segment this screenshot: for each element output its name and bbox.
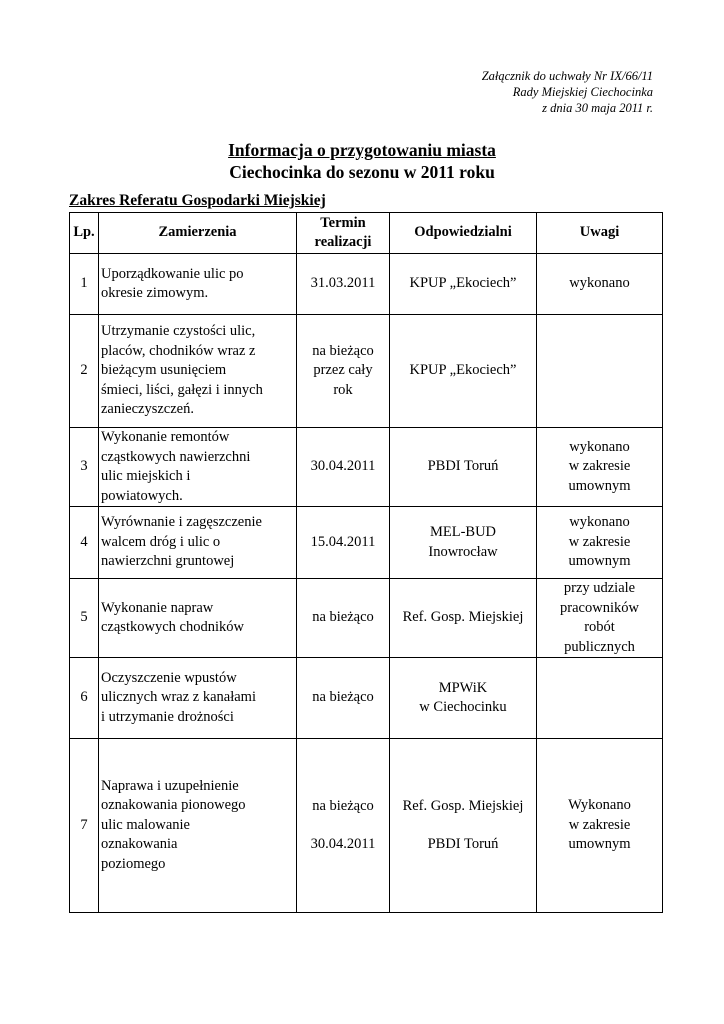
- cell-line: Oczyszczenie wpustów: [101, 669, 237, 686]
- header-uwagi: Uwagi: [537, 213, 663, 254]
- cell-line: MEL-BUD: [429, 524, 497, 540]
- cell-line: [392, 816, 534, 835]
- cell-line: w zakresie: [568, 458, 631, 475]
- cell-odpowiedzialni: [390, 428, 537, 507]
- cell-zamierzenia: [99, 254, 297, 315]
- cell-line: wykonano: [569, 275, 630, 292]
- cell-line: 6: [80, 689, 88, 706]
- cell-line: zanieczyszczeń.: [101, 401, 194, 418]
- table-row: [70, 579, 663, 658]
- cell-uwagi: [537, 579, 663, 658]
- header-lp: Lp.: [70, 213, 99, 254]
- cell-line: przy udziale: [563, 580, 636, 596]
- cell-line: walcem dróg i ulic o: [101, 533, 221, 550]
- cell-termin: [297, 739, 390, 913]
- cell-odpowiedzialni: [390, 507, 537, 579]
- cell-lp: [70, 254, 99, 315]
- cell-line: Ref. Gosp. Miejskiej: [402, 797, 524, 814]
- cell-line: nawierzchni gruntowej: [101, 553, 235, 570]
- cell-line: 5: [80, 609, 88, 626]
- annex-line-3: z dnia 30 maja 2011 r.: [542, 101, 653, 115]
- cell-odpowiedzialni: [390, 658, 537, 739]
- cell-line: i utrzymanie drożności: [101, 708, 234, 725]
- cell-line: placów, chodników wraz z: [101, 342, 256, 359]
- table-row: [70, 428, 663, 507]
- cell-line: cząstkowych nawierzchni: [101, 448, 251, 465]
- header-termin: [297, 213, 390, 254]
- cell-lp: [70, 428, 99, 507]
- cell-lp: [70, 739, 99, 913]
- cell-line: 31.03.2011: [310, 275, 376, 292]
- cell-line: MPWiK: [438, 679, 488, 696]
- cell-line: ulic malowanie: [101, 816, 190, 833]
- table-row: [70, 315, 663, 428]
- cell-line: okresie zimowym.: [101, 285, 209, 301]
- table-row: [70, 507, 663, 579]
- cell-line: KPUP „Ekociech”: [409, 275, 517, 292]
- cell-line: śmieci, liści, gałęzi i innych: [101, 381, 263, 398]
- cell-line: na bieżąco: [312, 797, 374, 814]
- table-row: [70, 739, 663, 913]
- cell-lp: [70, 579, 99, 658]
- cell-uwagi: [537, 739, 663, 913]
- cell-line: Ref. Gosp. Miejskiej: [402, 609, 524, 626]
- cell-zamierzenia: [99, 739, 297, 913]
- cell-uwagi: [537, 428, 663, 507]
- cell-line: Wyrównanie i zagęszczenie: [101, 514, 262, 531]
- table-row: [70, 254, 663, 315]
- header-odpowiedzialni: Odpowiedzialni: [390, 213, 537, 254]
- cell-line: poziomego: [101, 855, 166, 872]
- cell-line: ulic miejskich i: [101, 468, 191, 484]
- cell-line: Naprawa i uzupełnienie: [101, 777, 239, 794]
- cell-line: PBDI Toruń: [427, 458, 499, 475]
- cell-termin: [297, 579, 390, 658]
- cell-line: wykonano: [569, 438, 630, 455]
- cell-line: cząstkowych chodników: [101, 619, 244, 635]
- cell-line: umownym: [568, 836, 631, 853]
- cell-line: w zakresie: [568, 816, 631, 833]
- cell-line: 4: [80, 533, 88, 550]
- cell-line: 1: [80, 275, 88, 292]
- annex-line-1: Załącznik do uchwały Nr IX/66/11: [481, 69, 653, 83]
- cell-line: umownym: [568, 553, 631, 570]
- cell-line: na bieżąco: [312, 689, 374, 706]
- table-header-row: [70, 213, 663, 254]
- cell-line: w Ciechocinku: [419, 699, 507, 715]
- cell-lp: [70, 315, 99, 428]
- cell-termin: [297, 254, 390, 315]
- cell-line: publicznych: [564, 638, 635, 655]
- cell-line: [299, 816, 387, 835]
- cell-zamierzenia: [99, 658, 297, 739]
- cell-line: Wykonanie napraw: [101, 599, 214, 616]
- cell-line: przez cały: [313, 362, 373, 379]
- cell-line: Wykonano: [568, 797, 631, 814]
- cell-line: powiatowych.: [101, 487, 183, 504]
- cell-line: bieżącym usunięciem: [101, 362, 227, 379]
- cell-zamierzenia: [99, 315, 297, 428]
- table-row: [70, 658, 663, 739]
- cell-line: KPUP „Ekociech”: [409, 362, 517, 379]
- cell-line: Inowrocław: [428, 543, 498, 560]
- cell-odpowiedzialni: [390, 254, 537, 315]
- cell-line: w zakresie: [568, 533, 631, 550]
- annex-note: [482, 68, 653, 116]
- cell-lp: [70, 507, 99, 579]
- cell-line: 30.04.2011: [310, 836, 376, 852]
- section-heading: Zakres Referatu Gospodarki Miejskiej: [69, 192, 326, 209]
- cell-line: robót: [584, 619, 615, 635]
- cell-line: na bieżąco: [312, 609, 374, 626]
- cell-odpowiedzialni: [390, 315, 537, 428]
- cell-termin: [297, 507, 390, 579]
- cell-uwagi: [537, 254, 663, 315]
- cell-line: na bieżąco: [312, 342, 374, 359]
- cell-uwagi: [537, 507, 663, 579]
- cell-uwagi: [537, 658, 663, 739]
- cell-line: oznakowania: [101, 836, 178, 853]
- cell-termin: [297, 658, 390, 739]
- title-line-1: Informacja o przygotowaniu miasta: [228, 140, 496, 160]
- cell-line: PBDI Toruń: [427, 836, 499, 852]
- cell-termin: [297, 428, 390, 507]
- cell-line: oznakowania pionowego: [101, 797, 246, 814]
- header-termin-line-2: realizacji: [314, 234, 372, 250]
- cell-line: rok: [333, 381, 353, 398]
- cell-termin: [297, 315, 390, 428]
- document-title: [0, 139, 724, 183]
- cell-line: Utrzymanie czystości ulic,: [101, 323, 256, 340]
- cell-odpowiedzialni: [390, 579, 537, 658]
- cell-line: pracowników: [560, 599, 639, 616]
- cell-line: Wykonanie remontów: [101, 429, 230, 445]
- cell-line: ulicznych wraz z kanałami: [101, 689, 256, 706]
- cell-lp: [70, 658, 99, 739]
- cell-zamierzenia: [99, 579, 297, 658]
- title-line-2: Ciechocinka do sezonu w 2011 roku: [229, 162, 495, 182]
- cell-zamierzenia: [99, 507, 297, 579]
- header-termin-line-1: Termin: [320, 214, 366, 231]
- cell-line: Uporządkowanie ulic po: [101, 265, 244, 282]
- cell-line: wykonano: [569, 514, 630, 531]
- cell-line: 2: [80, 362, 88, 379]
- cell-zamierzenia: [99, 428, 297, 507]
- cell-uwagi: [537, 315, 663, 428]
- cell-line: 15.04.2011: [310, 533, 376, 550]
- cell-line: 30.04.2011: [310, 458, 376, 475]
- cell-line: 3: [80, 458, 88, 475]
- cell-odpowiedzialni: [390, 739, 537, 913]
- tasks-table: [69, 212, 663, 913]
- cell-line: 7: [80, 816, 88, 833]
- cell-line: umownym: [568, 477, 631, 494]
- header-zamierzenia: Zamierzenia: [99, 213, 297, 254]
- annex-line-2: Rady Miejskiej Ciechocinka: [512, 85, 653, 99]
